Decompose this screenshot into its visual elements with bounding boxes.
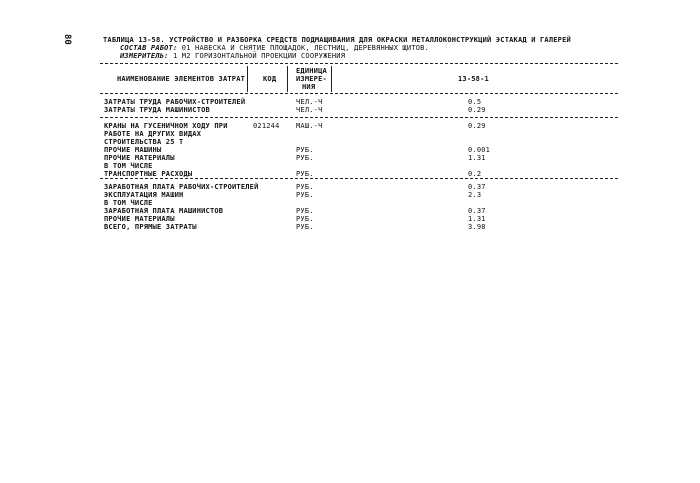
col-header-name: НАИМЕНОВАНИЕ ЭЛЕМЕНТОВ ЗАТРАТ [117,75,246,83]
section-rule-2 [100,178,618,179]
col-header-unit-2: ИЗМЕРЕ- [296,75,327,83]
row-name: ВСЕГО, ПРЯМЫЕ ЗАТРАТЫ [104,223,197,231]
row-name: КРАНЫ НА ГУСЕНИЧНОМ ХОДУ ПРИ [104,122,228,130]
row-value: 0.001 [468,146,491,154]
row-name: ЗАРАБОТНАЯ ПЛАТА РАБОЧИХ-СТРОИТЕЛЕЙ [104,183,259,191]
row-unit: ЧЕЛ.-Ч [296,98,323,106]
col-header-unit-3: НИЯ [302,83,316,91]
row-name: ТРАНСПОРТНЫЕ РАСХОДЫ [104,170,193,178]
header-top-rule [100,63,618,64]
col-header-value: 13-58-1 [458,75,489,83]
row-name: ЗАТРАТЫ ТРУДА РАБОЧИХ-СТРОИТЕЛЕЙ [104,98,246,106]
row-value: 2.3 [468,191,482,199]
row-unit: МАШ.-Ч [296,122,323,130]
row-code: 021244 [253,122,280,130]
row-value: 3.98 [468,223,486,231]
row-name: ПРОЧИЕ МАТЕРИАЛЫ [104,215,175,223]
row-unit: РУБ. [296,207,314,215]
izmer-label: ИЗМЕРИТЕЛЬ: [120,52,169,60]
row-value: 0.29 [468,106,486,114]
row-unit: РУБ. [296,154,314,162]
izmer-text: 1 М2 ГОРИЗОНТАЛЬНОЙ ПРОЕКЦИИ СООРУЖЕНИЯ [168,52,346,60]
row-value: 0.5 [468,98,482,106]
row-name: ЗАТРАТЫ ТРУДА МАШИНИСТОВ [104,106,210,114]
col-header-unit-1: ЕДИНИЦА [296,67,327,75]
row-name: ЭКСПЛУАТАЦИЯ МАШИН [104,191,184,199]
header-bottom-rule [100,93,618,94]
page-number: 80 [62,34,72,45]
row-unit: РУБ. [296,146,314,154]
row-name: В ТОМ ЧИСЛЕ [104,162,153,170]
table-title: ТАБЛИЦА 13-58. УСТРОЙСТВО И РАЗБОРКА СРЕДСТВ ПОДМАЩИВАНИЯ ДЛЯ ОКРАСКИ МЕТАЛЛОКОНСТРУКЦИЙ ЭСТАКАД И ГАЛЕРЕЙ [103,36,571,44]
row-name: ПРОЧИЕ МАШИНЫ [104,146,162,154]
row-name: СТРОИТЕЛЬСТВА 25 Т [104,138,184,146]
section-rule-1 [100,117,618,118]
row-value: 0.37 [468,207,486,215]
sostav-label: СОСТАВ РАБОТ: [120,44,178,52]
col-divider-2 [287,66,288,92]
row-name: ПРОЧИЕ МАТЕРИАЛЫ [104,154,175,162]
row-value: 0.37 [468,183,486,191]
row-unit: РУБ. [296,223,314,231]
sostav-line [120,44,429,52]
row-name: ЗАРАБОТНАЯ ПЛАТА МАШИНИСТОВ [104,207,224,215]
row-unit: РУБ. [296,170,314,178]
row-value: 1.31 [468,154,486,162]
row-value: 0.2 [468,170,482,178]
col-divider-3 [331,66,332,92]
izmer-line [120,52,345,60]
row-name: РАБОТЕ НА ДРУГИХ ВИДАХ [104,130,202,138]
row-unit: РУБ. [296,183,314,191]
row-unit: ЧЕЛ.-Ч [296,106,323,114]
row-value: 0.29 [468,122,486,130]
row-value: 1.31 [468,215,486,223]
row-unit: РУБ. [296,215,314,223]
sostav-text: 01 НАВЕСКА И СНЯТИЕ ПЛОЩАДОК, ЛЕСТНИЦ, ДЕРЕВЯННЫХ ЩИТОВ. [177,44,430,52]
col-header-code: КОД [263,75,277,83]
row-unit: РУБ. [296,191,314,199]
col-divider-1 [247,66,248,92]
row-name: В ТОМ ЧИСЛЕ [104,199,153,207]
